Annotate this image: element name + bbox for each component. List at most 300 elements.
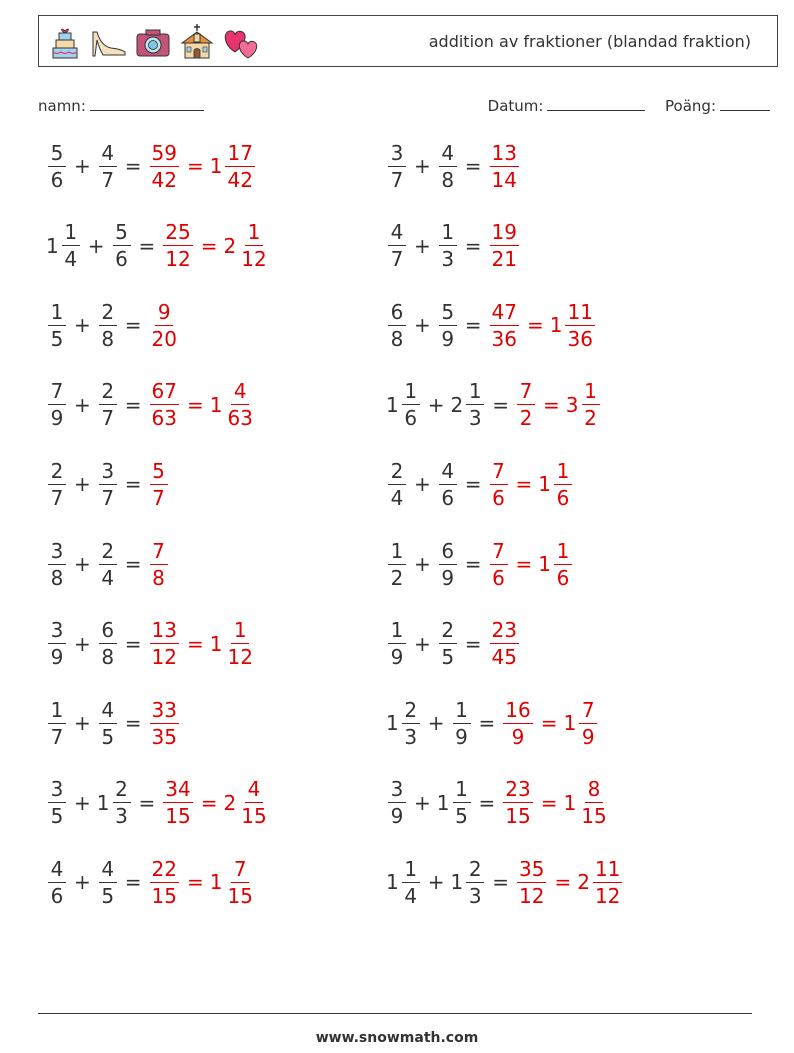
- addend-b-denominator: 8: [101, 645, 115, 670]
- addend-a-fraction: [402, 379, 420, 431]
- plus-sign: +: [74, 154, 91, 178]
- equals-sign: =: [138, 790, 156, 815]
- equals-sign: =: [124, 313, 142, 338]
- answer-mixed-numerator: 8: [585, 779, 603, 803]
- addend-a-numerator: 1: [402, 859, 420, 883]
- answer-improper-numerator: 16: [505, 697, 531, 722]
- answer-improper-number: [161, 777, 194, 829]
- answer-improper-numerator: 34: [165, 777, 191, 802]
- answer-mixed-numerator: 1: [582, 381, 600, 405]
- answer-mixed-fraction: [579, 697, 597, 749]
- addend-a-numerator: 2: [48, 461, 66, 485]
- answer-improper-numerator: 22: [151, 856, 177, 881]
- problem-item: [46, 213, 271, 279]
- addend-a-numerator: 1: [388, 620, 406, 644]
- answer-improper-denominator: 14: [491, 167, 517, 192]
- addend-b-denominator: 7: [101, 167, 115, 192]
- answer-improper-denominator: 12: [151, 645, 177, 670]
- addend-b-number: [437, 618, 459, 670]
- answer-mixed-fraction: [554, 538, 572, 590]
- equals-sign: =: [124, 392, 142, 417]
- addend-a-fraction: [48, 697, 66, 749]
- answer-mixed-numerator: 11: [594, 856, 621, 881]
- answer-mixed-numerator: 17: [227, 140, 253, 165]
- answer-improper-denominator: 12: [165, 247, 191, 272]
- high-heel-shoe-icon: [89, 22, 129, 62]
- answer-mixed-denominator: 6: [556, 565, 570, 590]
- answer-mixed-numerator: 7: [231, 859, 249, 883]
- answer-improper-denominator: 6: [492, 565, 505, 590]
- answer: [148, 299, 181, 351]
- addend-b-numerator: 6: [439, 541, 457, 565]
- worksheet-title: addition av fraktioner (blandad fraktion): [428, 32, 751, 51]
- addend-a-fraction: [388, 299, 406, 351]
- addend-a-number: [386, 697, 422, 749]
- addend-a-number: [386, 618, 408, 670]
- plus-sign: +: [74, 790, 91, 815]
- answer-mixed-whole: 1: [563, 711, 577, 736]
- addend-b-number: [451, 697, 473, 749]
- answer-improper-numerator: 67: [151, 379, 177, 404]
- addend-a-number: [46, 697, 68, 749]
- plus-sign: +: [414, 790, 431, 815]
- addend-a-denominator: 4: [404, 883, 418, 908]
- addend-b-fraction: [439, 618, 457, 670]
- addend-a-numerator: 1: [402, 381, 420, 405]
- addend-b-numerator: 2: [113, 779, 131, 803]
- plus-sign: +: [427, 392, 445, 417]
- answer-improper-numerator: 33: [151, 697, 177, 722]
- answer-mixed-denominator: 15: [241, 804, 267, 829]
- answer: [501, 697, 599, 749]
- addend-b-fraction: [99, 538, 117, 590]
- answer-improper-numerator: 47: [491, 299, 517, 324]
- answer-improper-fraction: [150, 140, 179, 192]
- addend-b-number: [450, 379, 487, 431]
- addend-b-denominator: 5: [441, 645, 455, 670]
- answer-mixed-number: [563, 697, 599, 749]
- name-label: namn:: [38, 97, 86, 115]
- addend-b-fraction: [439, 299, 457, 351]
- addend-b-denominator: 3: [468, 883, 482, 908]
- addend-a-numerator: 1: [48, 700, 66, 724]
- plus-sign: +: [74, 472, 91, 497]
- addend-a-fraction: [388, 777, 406, 829]
- answer-improper-numerator: 23: [505, 777, 531, 802]
- addend-b-number: [97, 140, 119, 192]
- answer: [488, 140, 521, 192]
- answer: [515, 379, 602, 431]
- addend-b-whole: 1: [96, 790, 110, 815]
- answer-mixed-numerator: 4: [231, 381, 249, 405]
- answer-improper-number: [488, 220, 521, 272]
- addend-b-numerator: 1: [466, 381, 484, 405]
- addend-a-fraction: [388, 220, 406, 272]
- answer-mixed-whole: 1: [209, 154, 223, 178]
- answer-improper-numerator: 59: [151, 140, 177, 165]
- equals-sign: =: [478, 711, 496, 736]
- addend-a-whole: 1: [386, 870, 399, 895]
- answer: [148, 697, 181, 749]
- answer: [148, 379, 257, 431]
- addend-b-number: [437, 220, 459, 272]
- answer-equals-sign: =: [200, 233, 218, 258]
- addend-a-numerator: 3: [388, 143, 406, 167]
- answer: [515, 856, 624, 908]
- equals-sign: =: [138, 233, 156, 258]
- answer-improper-denominator: 6: [492, 485, 505, 510]
- addend-a-denominator: 6: [50, 167, 64, 192]
- answer-mixed-number: [209, 618, 257, 670]
- addend-a-whole: 1: [386, 711, 399, 736]
- addend-b-numerator: 5: [439, 302, 457, 326]
- problem-item: [46, 372, 257, 438]
- answer-improper-number: [148, 856, 181, 908]
- answer-improper-fraction: [517, 856, 546, 908]
- addend-a-whole: 1: [46, 233, 59, 258]
- equals-sign: =: [464, 233, 482, 258]
- addend-b-denominator: 8: [441, 167, 455, 192]
- answer-improper-fraction: [163, 777, 192, 829]
- plus-sign: +: [414, 472, 431, 497]
- answer-mixed-fraction: [565, 299, 594, 351]
- addend-a-numerator: 6: [388, 302, 406, 326]
- addend-a-fraction: [48, 538, 66, 590]
- addend-a-number: [46, 856, 68, 908]
- answer-improper-fraction: [150, 458, 168, 510]
- answer: [488, 299, 597, 351]
- addend-a-number: [386, 140, 408, 192]
- addend-b-fraction: [439, 220, 457, 272]
- answer-mixed-number: [563, 777, 610, 829]
- answer-equals-sign: =: [543, 392, 560, 417]
- addend-b-fraction: [99, 299, 117, 351]
- addend-a-denominator: 6: [404, 406, 418, 431]
- addend-a-denominator: 7: [50, 485, 64, 510]
- equals-sign: =: [124, 870, 142, 895]
- addend-b-number: [96, 777, 133, 829]
- answer-mixed-denominator: 12: [227, 645, 253, 670]
- addend-b-number: [97, 458, 119, 510]
- answer-mixed-numerator: 1: [231, 620, 249, 644]
- answer-improper-number: [488, 458, 510, 510]
- problem-item: [386, 849, 624, 915]
- addend-b-number: [97, 618, 119, 670]
- equals-sign: =: [124, 631, 142, 656]
- answer-improper-denominator: 15: [165, 804, 191, 829]
- answer-improper-numerator: 23: [491, 618, 517, 643]
- addend-b-fraction: [439, 458, 457, 510]
- addend-b-denominator: 5: [455, 804, 468, 829]
- addend-b-fraction: [99, 856, 117, 908]
- answer-improper-numerator: 13: [491, 140, 517, 165]
- answer: [161, 777, 270, 829]
- name-line[interactable]: [90, 96, 204, 111]
- answer: [148, 140, 257, 192]
- answer-mixed-fraction: [554, 458, 572, 510]
- addend-a-number: [46, 220, 82, 272]
- answer-improper-denominator: 8: [152, 565, 165, 590]
- answer-equals-sign: =: [540, 790, 558, 815]
- problem-item: [386, 770, 611, 836]
- answer-mixed-number: [209, 140, 257, 192]
- answer-improper-number: [148, 299, 181, 351]
- plus-sign: +: [74, 711, 91, 736]
- addend-a-numerator: 4: [48, 859, 66, 883]
- problem-item: [46, 292, 181, 358]
- answer-improper-number: [488, 299, 521, 351]
- equals-sign: =: [124, 711, 142, 736]
- addend-a-numerator: 1: [62, 222, 80, 246]
- answer-mixed-denominator: 15: [581, 804, 607, 829]
- addend-b-fraction: [439, 140, 457, 192]
- answer: [488, 220, 521, 272]
- addend-a-number: [386, 299, 408, 351]
- answer-improper-denominator: 42: [151, 167, 177, 192]
- addend-b-numerator: 1: [439, 222, 457, 246]
- answer-improper-fraction: [490, 618, 519, 670]
- answer-improper-number: [488, 140, 521, 192]
- answer: [148, 538, 170, 590]
- equals-sign: =: [464, 472, 482, 497]
- answer-mixed-numerator: 11: [567, 299, 593, 324]
- answer-mixed-whole: 2: [223, 790, 237, 815]
- answer-equals-sign: =: [554, 870, 572, 895]
- footer-divider: [38, 1013, 752, 1014]
- answer-mixed-numerator: 1: [554, 461, 572, 485]
- answer-improper-fraction: [150, 856, 179, 908]
- answer-equals-sign: =: [186, 631, 204, 656]
- addend-b-fraction: [113, 220, 131, 272]
- answer-equals-sign: =: [186, 392, 204, 417]
- addend-a-number: [46, 458, 68, 510]
- addend-b-whole: 1: [450, 870, 464, 895]
- plus-sign: +: [414, 631, 431, 656]
- answer-mixed-numerator: 4: [245, 779, 263, 803]
- addend-b-fraction: [99, 140, 117, 192]
- addend-a-denominator: 9: [50, 406, 64, 431]
- addend-a-numerator: 7: [48, 381, 66, 405]
- addend-a-number: [386, 538, 408, 590]
- answer-mixed-denominator: 9: [581, 724, 595, 749]
- addend-a-number: [386, 220, 408, 272]
- addend-a-numerator: 1: [388, 541, 406, 565]
- addend-a-number: [46, 777, 68, 829]
- addend-a-numerator: 3: [388, 779, 406, 803]
- addend-b-fraction: [439, 538, 457, 590]
- addend-a-number: [386, 856, 422, 908]
- addend-b-number: [97, 379, 119, 431]
- addend-b-fraction: [453, 697, 471, 749]
- addend-a-number: [386, 777, 408, 829]
- chapel-icon: [177, 22, 217, 62]
- addend-a-numerator: 3: [48, 541, 66, 565]
- problem-item: [386, 292, 597, 358]
- addend-b-whole: 1: [436, 790, 450, 815]
- answer-improper-fraction: [490, 299, 519, 351]
- answer-improper-number: [148, 697, 181, 749]
- answer-mixed-whole: 1: [209, 870, 223, 895]
- equals-sign: =: [492, 392, 509, 417]
- problem-item: [46, 451, 170, 517]
- answer-mixed-whole: 1: [563, 790, 577, 815]
- answer-mixed-whole: 1: [209, 631, 223, 656]
- addend-a-fraction: [388, 140, 406, 192]
- addend-a-denominator: 7: [390, 167, 404, 192]
- addend-b-denominator: 6: [115, 247, 128, 272]
- problem-item: [386, 133, 521, 199]
- date-score-fields: [488, 96, 770, 115]
- addend-a-fraction: [48, 458, 66, 510]
- addend-b-numerator: 4: [439, 143, 457, 167]
- answer-mixed-denominator: 63: [227, 406, 253, 431]
- addend-a-number: [386, 379, 422, 431]
- equals-sign: =: [464, 552, 482, 576]
- addend-a-denominator: 7: [390, 247, 404, 272]
- addend-a-fraction: [48, 618, 66, 670]
- equals-sign: =: [124, 552, 142, 576]
- plus-sign: +: [74, 552, 91, 576]
- addend-a-fraction: [48, 777, 66, 829]
- answer-equals-sign: =: [540, 711, 558, 736]
- answer-improper-denominator: 45: [491, 645, 517, 670]
- addend-a-numerator: 1: [48, 302, 66, 326]
- addend-a-numerator: 3: [48, 779, 66, 803]
- answer-mixed-whole: 3: [565, 392, 579, 417]
- addend-b-number: [111, 220, 133, 272]
- addend-b-fraction: [453, 777, 471, 829]
- answer-improper-fraction: [150, 538, 168, 590]
- answer-mixed-fraction: [225, 856, 254, 908]
- addend-b-numerator: 2: [466, 859, 484, 883]
- answer-mixed-denominator: 42: [227, 167, 253, 192]
- problem-item: [46, 531, 170, 597]
- score-line[interactable]: [720, 96, 770, 111]
- answer-mixed-number: [538, 458, 574, 510]
- problem-item: [386, 372, 602, 438]
- camera-icon: [133, 22, 173, 62]
- addend-a-denominator: 9: [390, 645, 404, 670]
- addend-a-denominator: 8: [390, 326, 404, 351]
- addend-a-denominator: 3: [404, 724, 418, 749]
- addend-b-numerator: 4: [99, 700, 117, 724]
- addend-b-number: [437, 299, 459, 351]
- addend-b-numerator: 2: [439, 620, 457, 644]
- equals-sign: =: [464, 631, 482, 656]
- answer-improper-denominator: 12: [519, 883, 545, 908]
- answer-improper-number: [148, 379, 181, 431]
- date-line[interactable]: [547, 96, 645, 111]
- plus-sign: +: [414, 154, 431, 178]
- answer-mixed-denominator: 12: [594, 883, 621, 908]
- equals-sign: =: [464, 154, 482, 178]
- plus-sign: +: [74, 870, 91, 895]
- plus-sign: +: [74, 392, 91, 417]
- equals-sign: =: [124, 154, 142, 178]
- plus-sign: +: [414, 313, 431, 338]
- addend-a-denominator: 4: [64, 247, 78, 272]
- addend-b-number: [437, 458, 459, 510]
- answer-improper-denominator: 21: [491, 247, 517, 272]
- worksheet-header: [38, 15, 778, 67]
- equals-sign: =: [492, 870, 509, 895]
- addend-b-number: [97, 538, 119, 590]
- answer-mixed-number: [565, 379, 602, 431]
- answer-improper-number: [515, 379, 537, 431]
- answer-improper-numerator: 19: [491, 220, 517, 245]
- answer: [148, 618, 257, 670]
- answer-mixed-fraction: [579, 777, 608, 829]
- answer-improper-fraction: [517, 379, 535, 431]
- addend-b-numerator: 3: [99, 461, 117, 485]
- answer-improper-number: [148, 618, 181, 670]
- answer-improper-number: [488, 538, 510, 590]
- addend-b-fraction: [99, 458, 117, 510]
- addend-b-fraction: [466, 856, 484, 908]
- answer-mixed-whole: 1: [209, 392, 223, 417]
- answer-improper-fraction: [490, 220, 519, 272]
- answer-mixed-denominator: 6: [556, 485, 570, 510]
- answer-improper-fraction: [503, 697, 532, 749]
- answer-mixed-fraction: [225, 379, 254, 431]
- answer-improper-denominator: 15: [505, 804, 531, 829]
- addend-b-denominator: 9: [455, 724, 468, 749]
- equals-sign: =: [124, 472, 142, 497]
- answer-improper-numerator: 9: [155, 302, 173, 326]
- problem-item: [46, 690, 181, 756]
- addend-b-number: [97, 299, 119, 351]
- answer-mixed-denominator: 12: [241, 247, 267, 272]
- answer-improper-denominator: 9: [511, 724, 525, 749]
- addend-a-numerator: 3: [48, 620, 66, 644]
- addend-b-numerator: 1: [453, 779, 471, 803]
- plus-sign: +: [414, 552, 431, 576]
- answer-mixed-fraction: [225, 618, 254, 670]
- problem-item: [386, 213, 521, 279]
- addend-b-number: [436, 777, 473, 829]
- addend-a-fraction: [48, 856, 66, 908]
- addend-b-whole: 2: [450, 392, 464, 417]
- answer-mixed-fraction: [225, 140, 254, 192]
- answer-mixed-number: [209, 379, 257, 431]
- equals-sign: =: [478, 790, 496, 815]
- answer: [488, 538, 575, 590]
- answer-equals-sign: =: [515, 552, 533, 576]
- answer-equals-sign: =: [200, 790, 218, 815]
- addend-b-number: [97, 856, 119, 908]
- answer-mixed-whole: 1: [538, 472, 552, 497]
- answer-improper-numerator: 7: [150, 541, 168, 565]
- answer-improper-fraction: [150, 299, 179, 351]
- answer-mixed-number: [538, 538, 574, 590]
- answer-improper-denominator: 2: [519, 406, 533, 431]
- addend-b-denominator: 3: [468, 406, 482, 431]
- plus-sign: +: [427, 711, 445, 736]
- addend-b-numerator: 2: [99, 381, 117, 405]
- answer-improper-denominator: 36: [491, 326, 517, 351]
- answer-mixed-number: [223, 220, 270, 272]
- addend-a-denominator: 6: [50, 883, 64, 908]
- answer-mixed-whole: 1: [538, 552, 552, 576]
- answer-improper-numerator: 35: [519, 856, 545, 881]
- name-field: [38, 96, 204, 115]
- addend-b-number: [450, 856, 487, 908]
- answer-equals-sign: =: [515, 472, 533, 497]
- answer-mixed-denominator: 36: [567, 326, 593, 351]
- answer-improper-fraction: [490, 538, 508, 590]
- answer-mixed-denominator: 2: [584, 406, 597, 431]
- answer-improper-fraction: [150, 697, 179, 749]
